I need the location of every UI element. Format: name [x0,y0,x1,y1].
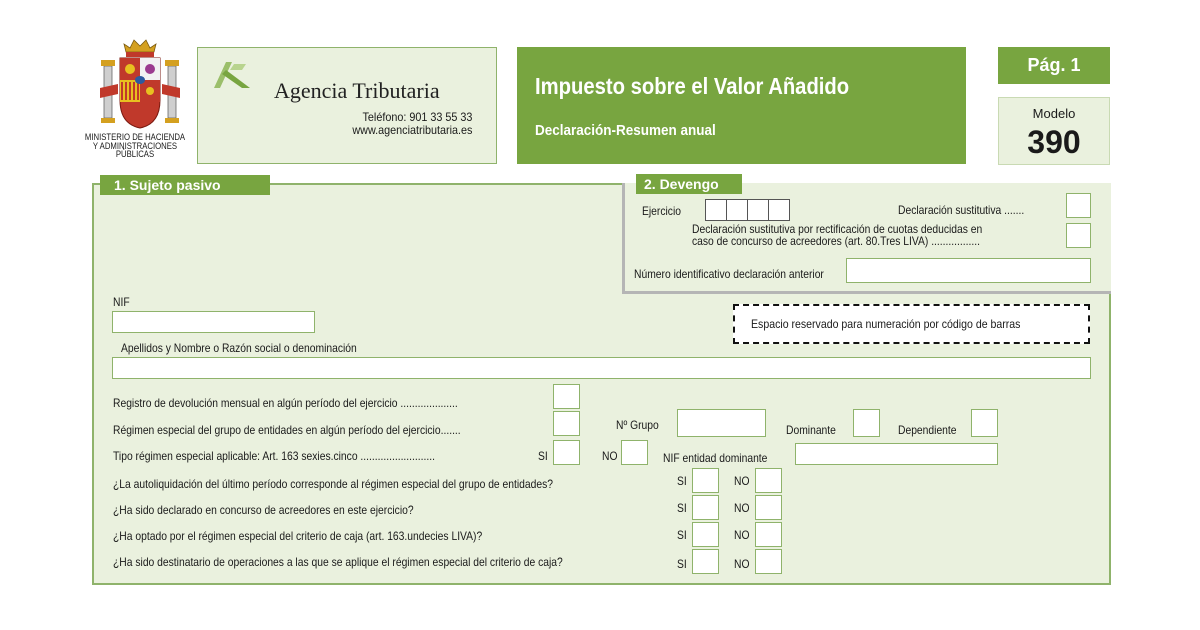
coat-of-arms-icon [96,38,184,134]
ejercicio-label: Ejercicio [642,204,682,218]
question-3-label: ¿Ha optado por el régimen especial del criterio de caja (art. 163.undecies LIVA)? [113,529,483,543]
n-grupo-input[interactable] [677,409,766,437]
question-3-no-checkbox[interactable] [755,522,782,547]
name-input[interactable] [112,357,1091,379]
regimen-grupo-label: Régimen especial del grupo de entidades en algún período del ejercicio....... [113,423,461,437]
question-3-si-label: SI [677,528,687,542]
ejercicio-digit-4[interactable] [768,199,790,221]
agencia-tributaria-logo-icon [212,58,252,92]
ejercicio-digit-3[interactable] [747,199,769,221]
question-3-si-checkbox[interactable] [692,522,719,547]
ejercicio-digit-2[interactable] [726,199,748,221]
question-1-no-label: NO [734,474,750,488]
modelo-number: 390 [1027,124,1081,160]
rectificacion-label: Declaración sustitutiva por rectificación de cuotas deducidas en caso de concurso de acreedores (art. 80.Tres LIVA) ................. [692,222,983,248]
agency-box [197,47,497,164]
form-subtitle: Declaración-Resumen anual [535,122,716,139]
dominante-label: Dominante [786,423,836,437]
sustitutiva-checkbox[interactable] [1066,193,1091,218]
question-4-si-checkbox[interactable] [692,549,719,574]
modelo-badge [998,97,1110,165]
barcode-label: Espacio reservado para numeración por código de barras [751,317,1021,331]
nif-dominante-input[interactable] [795,443,998,465]
dominante-checkbox[interactable] [853,409,880,437]
question-4-no-checkbox[interactable] [755,549,782,574]
nif-label: NIF [113,295,130,309]
registro-label: Registro de devolución mensual en algún período del ejercicio .................... [113,396,458,410]
ministry-name: MINISTERIO DE HACIENDA Y ADMINISTRACIONES PÚBLICAS [84,132,186,159]
agency-phone: Teléfono: 901 33 55 33 [362,110,472,124]
tipo-no-label: NO [602,449,618,463]
dependiente-checkbox[interactable] [971,409,998,437]
form-title-banner [517,47,966,164]
question-1-si-label: SI [677,474,687,488]
question-2-si-label: SI [677,501,687,515]
nif-dominante-label: NIF entidad dominante [663,451,768,465]
question-2-si-checkbox[interactable] [692,495,719,520]
question-4-label: ¿Ha sido destinatario de operaciones a las que se aplique el régimen especial del criterio de caja? [113,555,563,569]
n-grupo-label: Nº Grupo [616,418,659,432]
question-4-no-label: NO [734,557,750,571]
question-2-no-label: NO [734,501,750,515]
tipo-no-checkbox[interactable] [621,440,648,465]
regimen-grupo-checkbox[interactable] [553,411,580,436]
agency-name: Agencia Tributaria [274,78,440,103]
question-1-si-checkbox[interactable] [692,468,719,493]
section2-title: 2. Devengo [636,174,742,194]
registro-checkbox[interactable] [553,384,580,409]
tipo-si-checkbox[interactable] [553,440,580,465]
ejercicio-digit-1[interactable] [705,199,727,221]
question-2-no-checkbox[interactable] [755,495,782,520]
rectificacion-checkbox[interactable] [1066,223,1091,248]
page-number-badge: Pág. 1 [998,47,1110,84]
question-3-no-label: NO [734,528,750,542]
tipo-regimen-label: Tipo régimen especial aplicable: Art. 163 sexies.cinco .......................... [113,449,435,463]
form-title: Impuesto sobre el Valor Añadido [535,73,850,99]
agency-website: www.agenciatributaria.es [351,123,472,137]
modelo-label: Modelo [1032,106,1076,121]
name-label: Apellidos y Nombre o Razón social o denominación [121,341,357,355]
num-anterior-input[interactable] [846,258,1091,283]
question-2-label: ¿Ha sido declarado en concurso de acreedores en este ejercicio? [113,503,414,517]
agency-contact [352,111,472,137]
question-1-label: ¿La autoliquidación del último período corresponde al régimen especial del grupo de entidades? [113,477,554,491]
section1-title: 1. Sujeto pasivo [100,175,270,195]
barcode-area [733,304,1090,344]
nif-input[interactable] [112,311,315,333]
sustitutiva-label: Declaración sustitutiva ....... [898,203,1025,217]
num-anterior-label: Número identificativo declaración anterior [634,267,824,281]
tipo-si-label: SI [538,449,548,463]
question-1-no-checkbox[interactable] [755,468,782,493]
question-4-si-label: SI [677,557,687,571]
dependiente-label: Dependiente [898,423,957,437]
